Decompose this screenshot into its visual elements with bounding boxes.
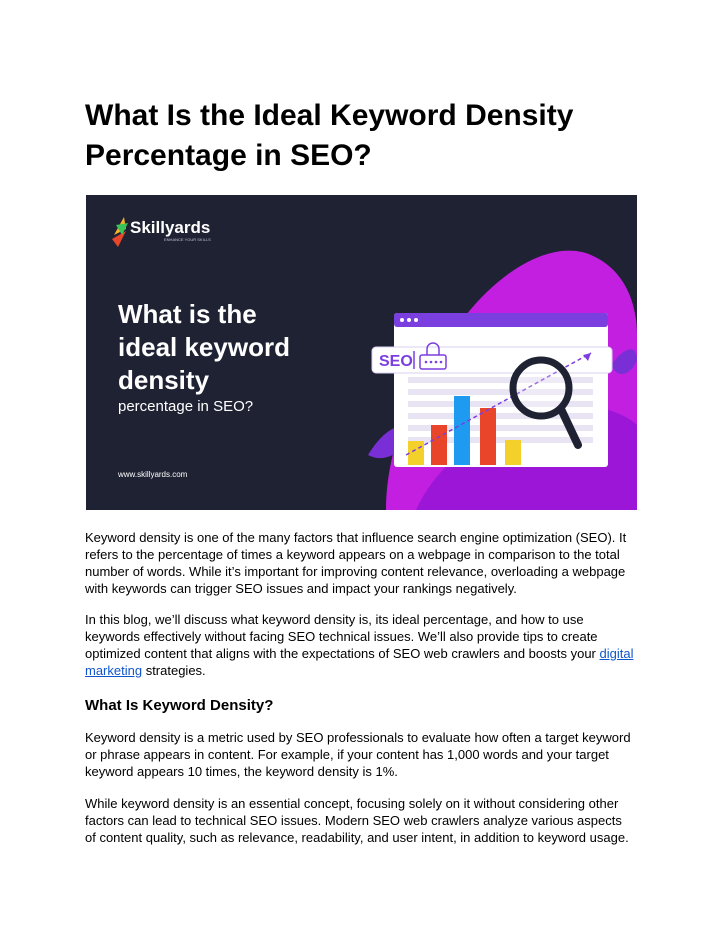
digital-marketing-link[interactable]: digital marketing <box>85 646 634 678</box>
brand-name: Skillyards <box>130 218 211 237</box>
skillyards-logo-icon <box>112 217 128 247</box>
section-heading: What Is Keyword Density? <box>85 697 274 714</box>
intro-paragraph-1: Keyword density is one of the many factors that influence search engine optimization (SEO). It refers to the percentage of times a keyword appears on a webpage in comparison to the total number of words. While it’s important for improving content relevance, overloading a webpage with keywords can trigger SEO issues and impact your rankings negatively. <box>85 530 627 596</box>
banner-headline-line2: ideal keyword <box>118 332 290 362</box>
intro-paragraph-2 <box>85 611 635 679</box>
brand-tagline: ENHANCE YOUR SKILLS <box>164 237 211 242</box>
section-paragraph-2: While keyword density is an essential concept, focusing solely on it without considering other factors can lead to technical SEO issues. Modern SEO web crawlers analyze various aspects of content quality, such as relevance, readability, and user intent, in addition to keyword usage. <box>85 796 629 845</box>
seo-search-bar <box>372 347 612 373</box>
section-paragraph-1: Keyword density is a metric used by SEO professionals to evaluate how often a target keyword or phrase appears in content. For example, if your content has 1,000 words and your target keyword appears 10 times, the keyword density is 1%. <box>85 730 631 779</box>
intro-paragraph-2-end: strategies. <box>142 663 206 678</box>
hero-banner-image <box>86 195 637 510</box>
seo-label: SEO <box>379 353 413 370</box>
article-title: What Is the Ideal Keyword Density Percentage in SEO? <box>85 99 574 172</box>
banner-headline-line3: density <box>118 365 210 395</box>
banner-illustration <box>86 195 637 510</box>
banner-headline-line1: What is the <box>118 299 257 329</box>
intro-paragraph-2-text: In this blog, we’ll discuss what keyword density is, its ideal percentage, and how to use keywords effectively without facing SEO technical issues. We’ll also provide tips to create optimized content that aligns with the expectations of SEO web crawlers and boosts your <box>85 612 600 661</box>
banner-website: www.skillyards.com <box>118 470 188 479</box>
banner-subline: percentage in SEO? <box>118 398 254 415</box>
